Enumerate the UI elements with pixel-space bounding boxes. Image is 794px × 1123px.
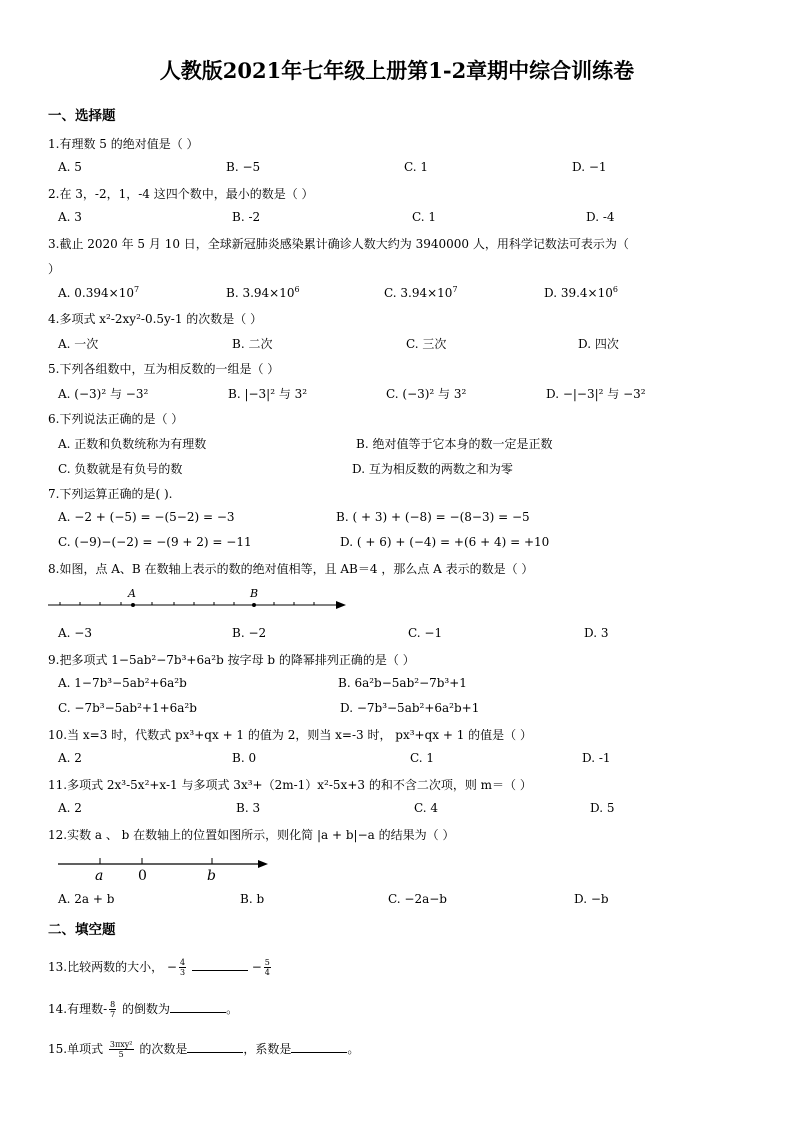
question-9: 9.把多项式 1−5ab²−7b³+6a²b 按字母 b 的降幂排列正确的是（ ）	[48, 653, 415, 667]
q7-option-d: D. ( + 6) + (−4) = +(6 + 4) = +10	[340, 535, 550, 549]
question-12: 12.实数 a 、 b 在数轴上的位置如图所示，则化简 |a + b|−a 的结果为（ ）	[48, 828, 455, 842]
q5-option-b: B. |−3|² 与 3²	[228, 387, 308, 401]
question-8: 8.如图，点 A、B 在数轴上表示的数的绝对值相等，且 AB＝4 ，那么点 A 表示的数是（ ）	[48, 562, 534, 576]
question-5: 5.下列各组数中，互为相反数的一组是（ ）	[48, 362, 280, 376]
answer-blank[interactable]	[170, 1002, 226, 1013]
label-a: a	[95, 868, 104, 884]
question-15: 15.单项式 $\frac{\text{3πxy²}}{5}$ 的次数是 ，系数是 。	[48, 1040, 360, 1059]
q9-option-d: D. −7b³−5ab²+6a²b+1	[340, 701, 480, 715]
q11-option-c: C. 4	[414, 801, 439, 815]
section-multiple-choice: 一、选择题	[48, 108, 116, 124]
q12-option-c: C. −2a−b	[388, 892, 447, 906]
answer-blank-degree[interactable]	[187, 1042, 243, 1053]
q3-option-a: A. $0.394\times 10^7$	[58, 285, 140, 300]
question-2: 2.在 3，-2，1，-4 这四个数中，最小的数是（ ）	[48, 187, 314, 201]
q7-option-c: C. (−9)−(−2) = −(9 + 2) = −11	[58, 535, 252, 549]
fraction-monomial: $\frac{\text{3πxy²}}{5}$	[109, 1040, 133, 1059]
q10-option-a: A. 2	[58, 751, 82, 765]
answer-blank-coefficient[interactable]	[291, 1042, 347, 1053]
point-a-label: A	[128, 587, 136, 600]
q12-option-d: D. −b	[574, 892, 609, 906]
q10-option-b: B. 0	[232, 751, 257, 765]
question-14: 14.有理数- $\frac{8}{7}$ 的倒数为 。	[48, 1000, 239, 1019]
q12-option-a: A. 2a + b	[58, 892, 115, 906]
question-4: 4.多项式 x²-2xy²-0.5y-1 的次数是（ ）	[48, 312, 263, 326]
q1-option-d: D. −1	[572, 160, 607, 174]
q3-option-d: D. $39.4\times 10^6$	[544, 285, 618, 300]
question-11: 11.多项式 2x³-5x²+x-1 与多项式 3x³+（2m-1）x²-5x+3 的和不含二次项，则 m＝（ ）	[48, 778, 532, 792]
q2-option-a: A. 3	[58, 210, 82, 224]
q1-option-a: A. 5	[58, 160, 82, 174]
q10-option-c: C. 1	[410, 751, 435, 765]
q9-option-b: B. 6a²b−5ab²−7b³+1	[338, 676, 467, 690]
q7-option-a: A. −2 + (−5) = −(5−2) = −3	[58, 510, 235, 524]
fraction-4-3: $\frac{4}{3}$	[179, 958, 186, 977]
question-13: 13.比较两数的大小， − $\frac{4}{3}$ − $\frac{5}{4}$	[48, 958, 270, 977]
q8-option-c: C. −1	[408, 626, 443, 640]
question-7: 7.下列运算正确的是( ).	[48, 487, 173, 501]
number-line-figure-2	[58, 850, 278, 886]
number-line-figure-1	[44, 584, 354, 616]
label-b: b	[207, 868, 216, 884]
q11-option-b: B. 3	[236, 801, 261, 815]
arrow-icon	[258, 860, 268, 868]
q3-option-b: B. $3.94\times 10^6$	[226, 285, 300, 300]
q8-option-b: B. −2	[232, 626, 267, 640]
page-title: 人教版2021年七年级上册第1-2章期中综合训练卷	[159, 58, 635, 83]
question-1: 1.有理数 5 的绝对值是（ ）	[48, 137, 199, 151]
q1-option-b: B. −5	[226, 160, 261, 174]
q2-option-c: C. 1	[412, 210, 437, 224]
q11-option-d: D. 5	[590, 801, 615, 815]
question-3: 3.截止 2020 年 5 月 10 日，全球新冠肺炎感染累计确诊人数大约为 3940000 人，用科学记数法可表示为（	[48, 237, 629, 251]
fraction-5-4: $\frac{5}{4}$	[264, 958, 270, 977]
q9-option-a: A. 1−7b³−5ab²+6a²b	[58, 676, 187, 690]
fraction-8-7: $\frac{8}{7}$	[110, 1000, 116, 1019]
q5-option-d: D. −|−3|² 与 −3²	[546, 387, 646, 401]
label-0: 0	[138, 868, 147, 884]
q4-option-a: A. 一次	[58, 337, 99, 351]
q5-option-c: C. (−3)² 与 3²	[386, 387, 467, 401]
q8-option-d: D. 3	[584, 626, 609, 640]
q11-option-a: A. 2	[58, 801, 82, 815]
answer-blank[interactable]	[192, 960, 248, 971]
q6-option-c: C. 负数就是有负号的数	[58, 462, 183, 476]
q10-option-d: D. -1	[582, 751, 611, 765]
q7-option-b: B. ( + 3) + (−8) = −(8−3) = −5	[336, 510, 530, 524]
section-fill-in: 二、填空题	[48, 922, 116, 938]
question-3-cont: ）	[48, 262, 61, 276]
q2-option-d: D. -4	[586, 210, 615, 224]
point-b	[252, 603, 256, 607]
point-a	[131, 603, 135, 607]
q1-option-c: C. 1	[404, 160, 429, 174]
question-10: 10.当 x=3 时，代数式 px³+qx + 1 的值为 2，则当 x=-3 时， px³+qx + 1 的值是（ ）	[48, 728, 532, 742]
q6-option-b: B. 绝对值等于它本身的数一定是正数	[356, 437, 553, 451]
q9-option-c: C. −7b³−5ab²+1+6a²b	[58, 701, 197, 715]
q8-option-a: A. −3	[58, 626, 92, 640]
q6-option-d: D. 互为相反数的两数之和为零	[352, 462, 513, 476]
arrow-icon	[336, 601, 346, 609]
question-6: 6.下列说法正确的是（ ）	[48, 412, 184, 426]
q5-option-a: A. (−3)² 与 −3²	[58, 387, 149, 401]
point-b-label: B	[250, 587, 259, 600]
q2-option-b: B. -2	[232, 210, 261, 224]
q3-option-c: C. $3.94\times 10^7$	[384, 285, 458, 300]
q4-option-b: B. 二次	[232, 337, 273, 351]
q4-option-c: C. 三次	[406, 337, 447, 351]
q12-option-b: B. b	[240, 892, 265, 906]
q6-option-a: A. 正数和负数统称为有理数	[58, 437, 207, 451]
q4-option-d: D. 四次	[578, 337, 619, 351]
